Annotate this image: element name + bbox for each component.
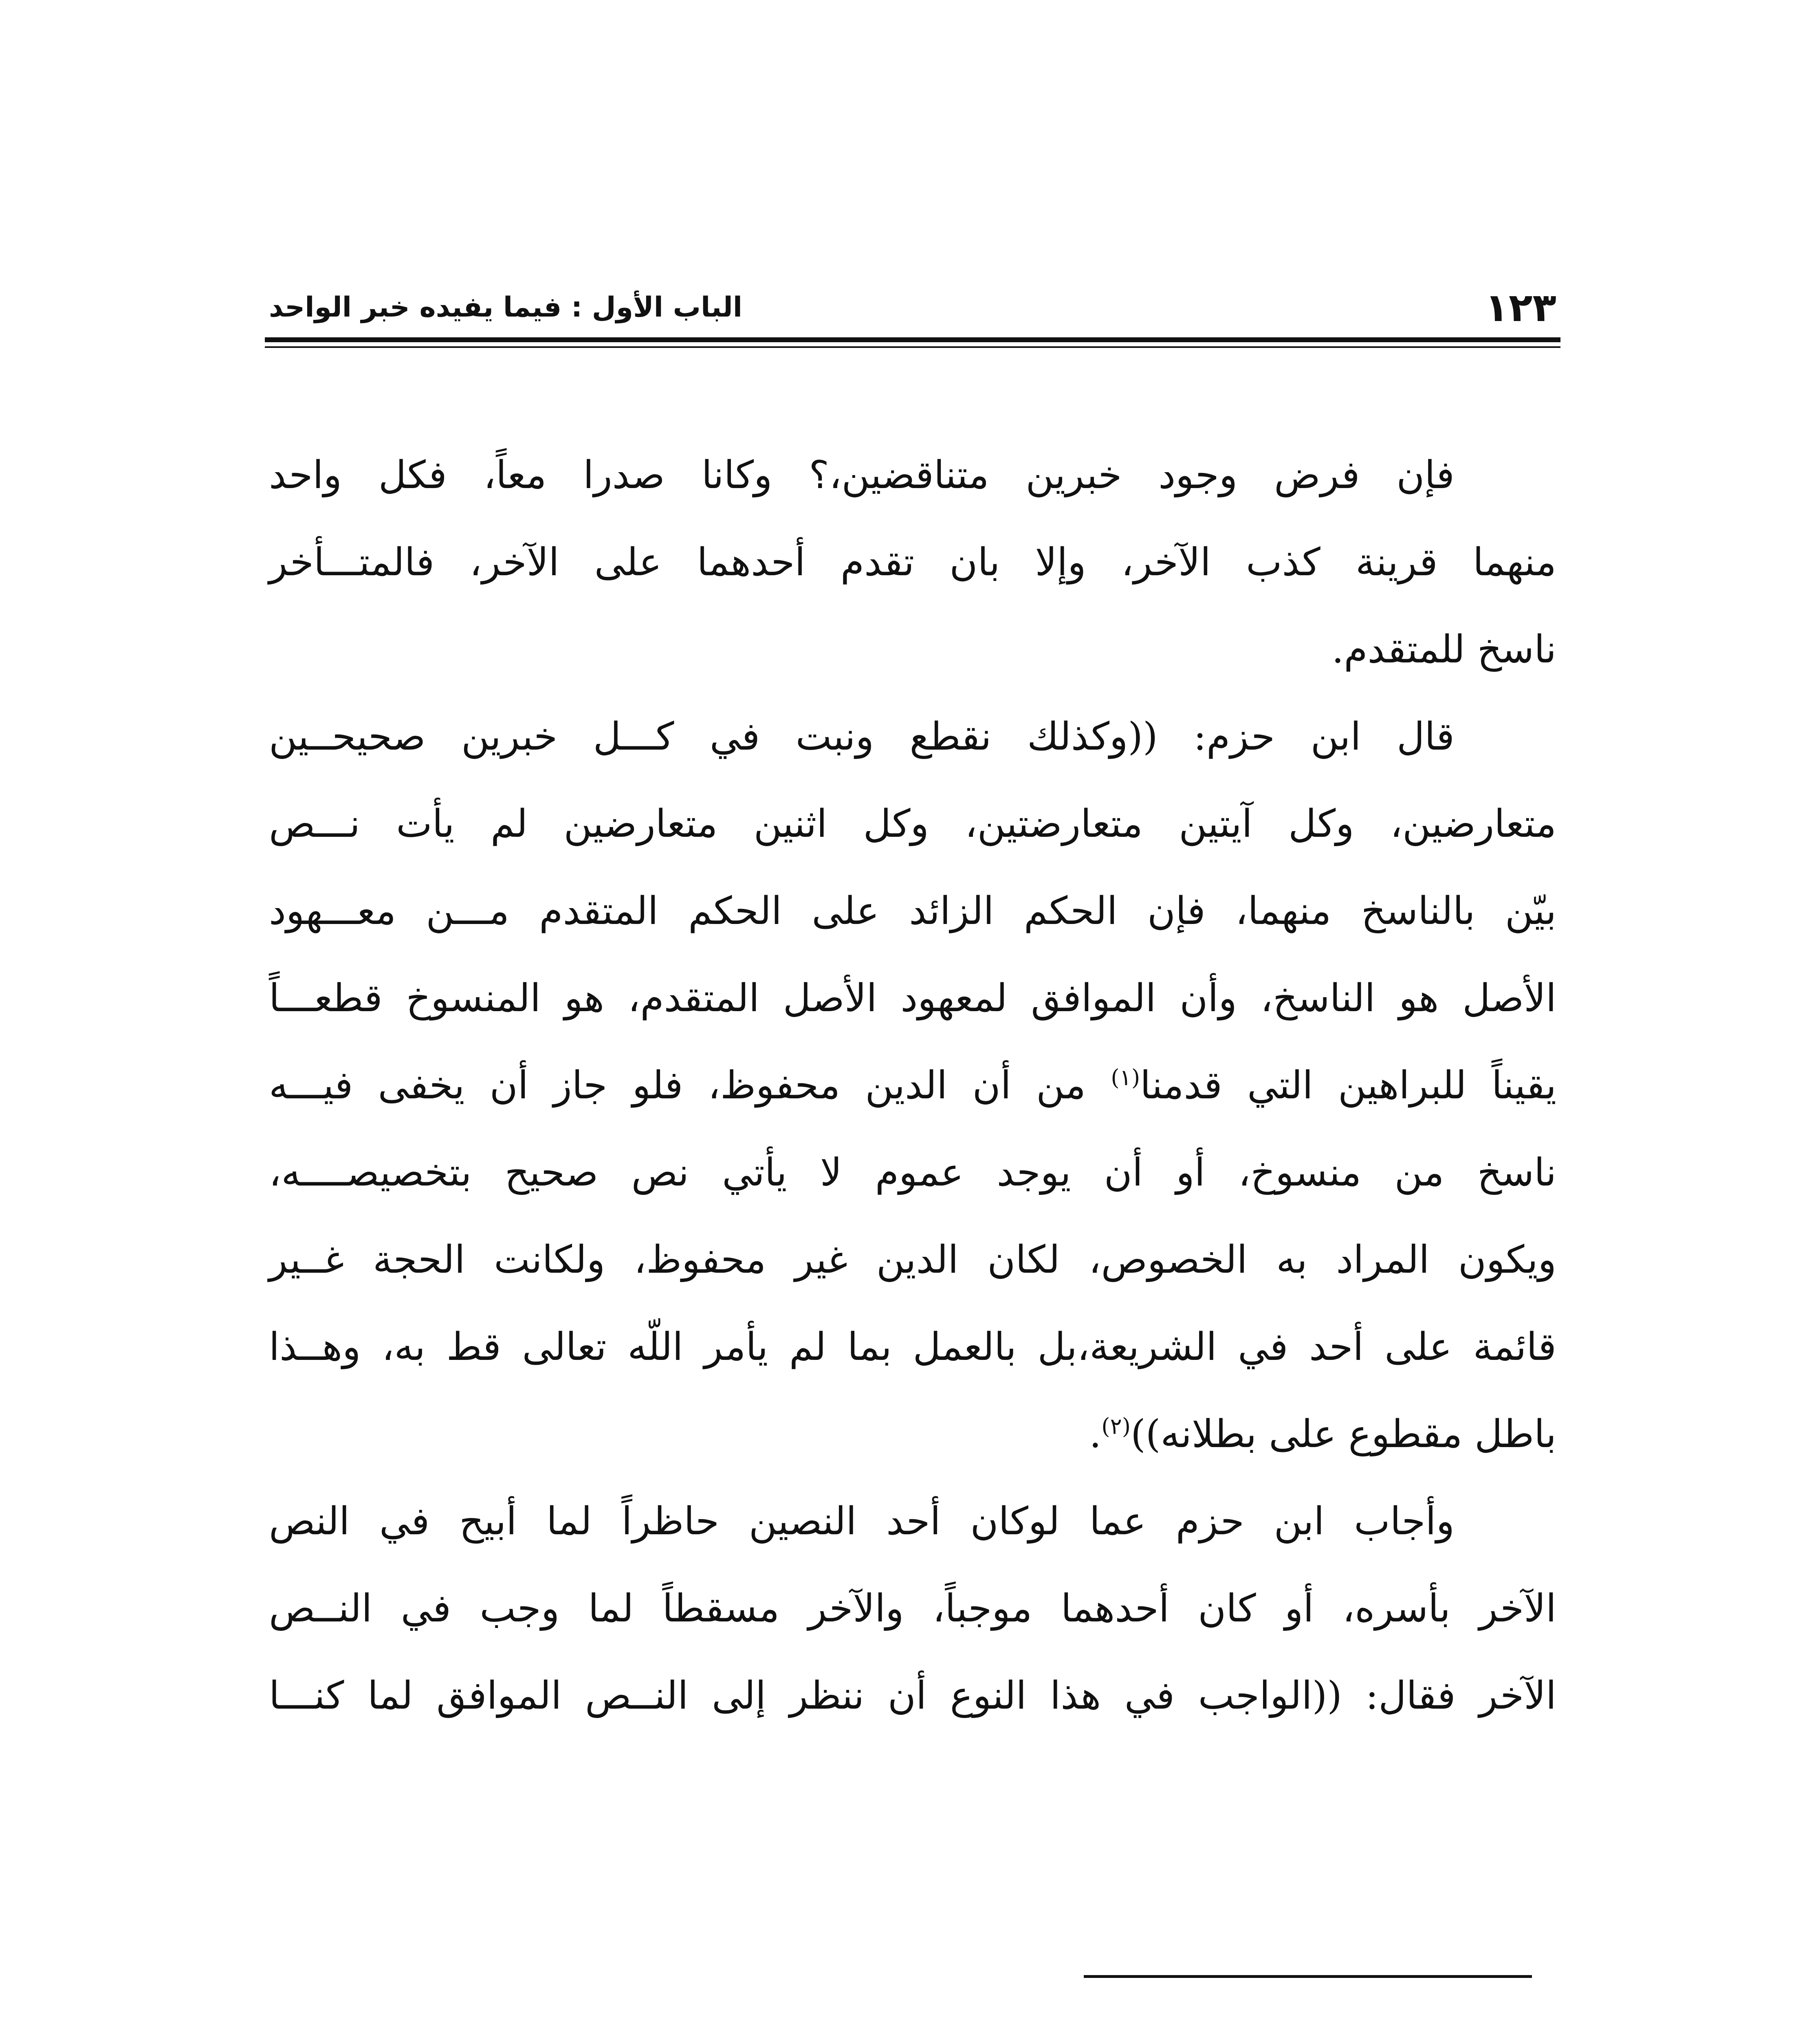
header-rule-thin <box>265 346 1560 348</box>
footnote-ref: (٢) <box>1101 1413 1131 1439</box>
body-line: منهما قرينة كذب الآخر، وإلا بان تقدم أحدهما على الآخر، فالمتـــأخر <box>269 540 1556 585</box>
page-number: ١٢٣ <box>1485 285 1556 330</box>
body-line: متعارضين، وكل آيتين متعارضتين، وكل اثنين متعارضين لم يأت نـــص <box>269 802 1556 846</box>
footnote-ref: (١) <box>1111 1064 1140 1091</box>
header-rule-thick <box>265 337 1560 342</box>
body-line <box>269 1391 1556 1478</box>
body-line: الآخر فقال: ((الواجب في هذا النوع أن ننظر إلى النــص الموافق لما كنـــا <box>269 1674 1556 1718</box>
body-line-segment: من أن الدين محفوظ، فلو جاز أن يخفى فيـــه <box>269 1063 1111 1108</box>
footnote-number <box>1479 2031 1556 2037</box>
running-header <box>269 281 1556 334</box>
body-line: بيّن بالناسخ منهما، فإن الحكم الزائد على الحكم المتقدم مـــن معـــهود <box>269 889 1556 933</box>
footnote <box>269 2031 1556 2037</box>
body-line: ويكون المراد به الخصوص، لكان الدين غير محفوظ، ولكانت الحجة غــير <box>269 1238 1556 1282</box>
body-line: ناسخ من منسوخ، أو أن يوجد عموم لا يأتي نص صحيح بتخصيصــــه، <box>269 1150 1556 1195</box>
footnotes <box>269 2031 1556 2037</box>
body-text <box>269 432 1556 1740</box>
body-line: وأجاب ابن حزم عما لوكان أحد النصين حاظراً لما أبيح في النص <box>269 1499 1455 1544</box>
body-line-segment: يقيناً للبراهين التي قدمنا <box>1140 1063 1556 1108</box>
body-line: ناسخ للمتقدم. <box>1331 627 1556 672</box>
chapter-title: الباب الأول : فيما يفيده خبر الواحد <box>269 291 743 323</box>
body-line: قال ابن حزم: ((وكذلك نقطع ونبت في كـــل خبرين صحيحــين <box>269 715 1455 759</box>
body-line <box>269 1042 1556 1129</box>
end-period: . <box>1089 1412 1102 1456</box>
body-line: الأصل هو الناسخ، وأن الموافق لمعهود الأصل المتقدم، هو المنسوخ قطعـــاً <box>269 976 1556 1021</box>
body-line-segment: باطل مقطوع على بطلانه)) <box>1131 1412 1556 1456</box>
body-line: فإن فرض وجود خبرين متناقضين،؟ وكانا صدرا معاً، فكل واحد <box>269 453 1455 497</box>
footnote-separator <box>1084 1975 1532 1978</box>
body-line: الآخر بأسره، أو كان أحدهما موجباً، والآخر مسقطاً لما وجب في النــص <box>269 1586 1556 1631</box>
body-line: قائمة على أحد في الشريعة،بل بالعمل بما لم يأمر اللّه تعالى قط به، وهــذا <box>269 1325 1556 1369</box>
